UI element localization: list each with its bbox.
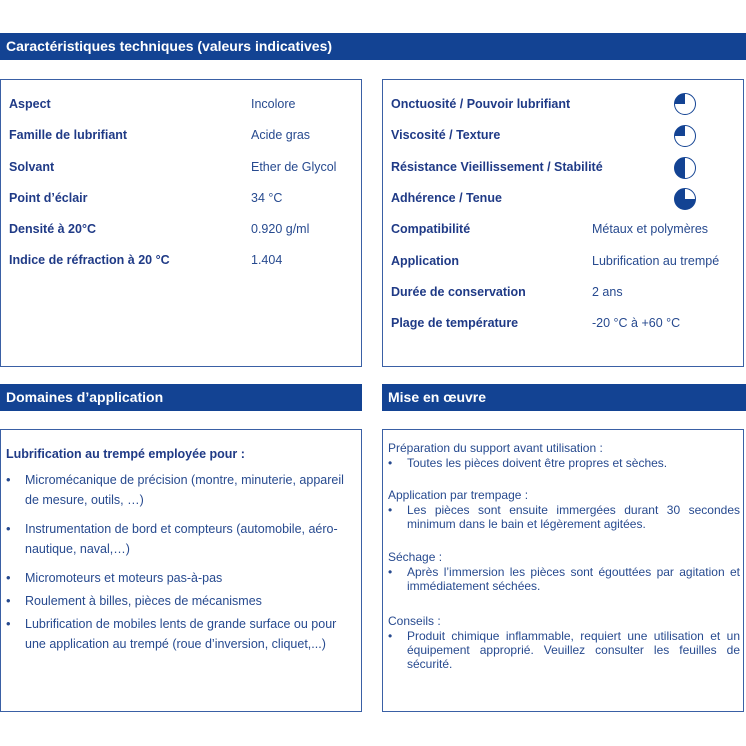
mise-section-title: Application par trempage :: [388, 488, 529, 502]
prop-value-application: [592, 253, 719, 269]
prop-value: 0.920 g/ml: [251, 222, 310, 236]
prop-value-aspect: [251, 96, 295, 112]
mise-section-application: [388, 488, 740, 531]
prop-value-eclair: [251, 190, 282, 206]
domaines-header: [0, 384, 362, 411]
prop-value: Incolore: [251, 97, 296, 111]
prop-value: -20 °C à +60 °C: [592, 316, 681, 330]
mise-section-bullet: • Les pièces sont ensuite immergées durant 30 secondes minimum dans le bain et légèrement agitées.: [388, 503, 740, 531]
prop-label: Application: [391, 254, 460, 268]
mise-header-title: Mise en œuvre: [388, 389, 487, 405]
rating-pie-resistance-icon: [673, 156, 697, 180]
rating-label: Viscosité / Texture: [391, 128, 501, 142]
mise-section-preparation: [388, 441, 740, 470]
prop-label: Point d’éclair: [9, 191, 88, 205]
mise-section-title: Séchage :: [388, 550, 443, 564]
prop-value-conservation: [592, 284, 623, 300]
list-item: • Lubrification de mobiles lents de grande surface ou pour une application au trempé (roue d’inversion, cliquet,...): [6, 614, 356, 654]
domaines-box: [0, 429, 362, 712]
prop-row-temperature: [391, 315, 518, 331]
rating-row-adherence: [391, 190, 502, 206]
prop-value: Acide gras: [251, 128, 311, 142]
prop-value: 1.404: [251, 253, 283, 267]
rating-pie-adherence-icon: [673, 187, 697, 211]
prop-row-famille: [9, 127, 127, 143]
tech-header-title: Caractéristiques techniques (valeurs indicatives): [6, 38, 333, 54]
mise-header: [382, 384, 746, 411]
prop-row-aspect: [9, 96, 51, 112]
prop-label: Plage de température: [391, 316, 519, 330]
list-item: • Instrumentation de bord et compteurs (automobile, aéro-nautique, naval,…): [6, 519, 356, 559]
domaines-list: [6, 470, 356, 663]
prop-value: 34 °C: [251, 191, 283, 205]
prop-label: Densité à 20°C: [9, 222, 96, 236]
rating-label: Adhérence / Tenue: [391, 191, 502, 205]
rating-pie-onctuosite-icon: [673, 92, 697, 116]
mise-section-bullet: • Toutes les pièces doivent être propres et sèches.: [388, 456, 740, 470]
prop-value-refraction: [251, 252, 282, 268]
rating-label: Résistance Vieillissement / Stabilité: [391, 160, 603, 174]
prop-value-solvant: [251, 159, 336, 175]
mise-section-bullet: • Après l’immersion les pièces sont égouttées par agitation et immédiatement séchées.: [388, 565, 740, 593]
prop-label: Famille de lubrifiant: [9, 128, 128, 142]
prop-row-solvant: [9, 159, 54, 175]
domaines-header-title: Domaines d’application: [6, 389, 164, 405]
properties-box: [0, 79, 362, 367]
prop-value-temperature: [592, 315, 680, 331]
prop-label: Aspect: [9, 97, 51, 111]
prop-label: Durée de conservation: [391, 285, 526, 299]
prop-label: Indice de réfraction à 20 °C: [9, 253, 170, 267]
mise-section-bullet: • Produit chimique inflammable, requiert une utilisation et un équipement approprié. Veuillez consulter les feuilles de sécurité.: [388, 629, 740, 671]
prop-label: Compatibilité: [391, 222, 471, 236]
prop-value-densite: [251, 221, 309, 237]
mise-box: [382, 429, 744, 712]
prop-value-compatibilite: [592, 221, 708, 237]
tech-header: [0, 33, 746, 60]
ratings-box: [382, 79, 744, 367]
domaines-title: Lubrification au trempé employée pour :: [6, 447, 245, 461]
mise-section-title: Conseils :: [388, 614, 441, 628]
prop-value: Lubrification au trempé: [592, 254, 720, 268]
rating-row-onctuosite: [391, 96, 570, 112]
list-item: • Micromécanique de précision (montre, minuterie, appareil de mesure, outils, …): [6, 470, 356, 510]
prop-row-conservation: [391, 284, 526, 300]
prop-value-famille: [251, 127, 310, 143]
prop-value: 2 ans: [592, 285, 623, 299]
rating-row-resistance: [391, 159, 603, 175]
prop-label: Solvant: [9, 160, 55, 174]
list-item: • Roulement à billes, pièces de mécanismes: [6, 591, 356, 611]
rating-pie-viscosite-icon: [673, 124, 697, 148]
rating-row-viscosite: [391, 127, 500, 143]
prop-value: Métaux et polymères: [592, 222, 709, 236]
mise-section-conseils: [388, 614, 740, 671]
list-item: • Micromoteurs et moteurs pas-à-pas: [6, 568, 356, 588]
rating-label: Onctuosité / Pouvoir lubrifiant: [391, 97, 571, 111]
prop-row-densite: [9, 221, 96, 237]
prop-row-eclair: [9, 190, 88, 206]
prop-row-application: [391, 253, 459, 269]
prop-value: Ether de Glycol: [251, 160, 337, 174]
prop-row-refraction: [9, 252, 170, 268]
prop-row-compatibilite: [391, 221, 470, 237]
mise-section-sechage: [388, 550, 740, 593]
mise-section-title: Préparation du support avant utilisation :: [388, 441, 603, 455]
